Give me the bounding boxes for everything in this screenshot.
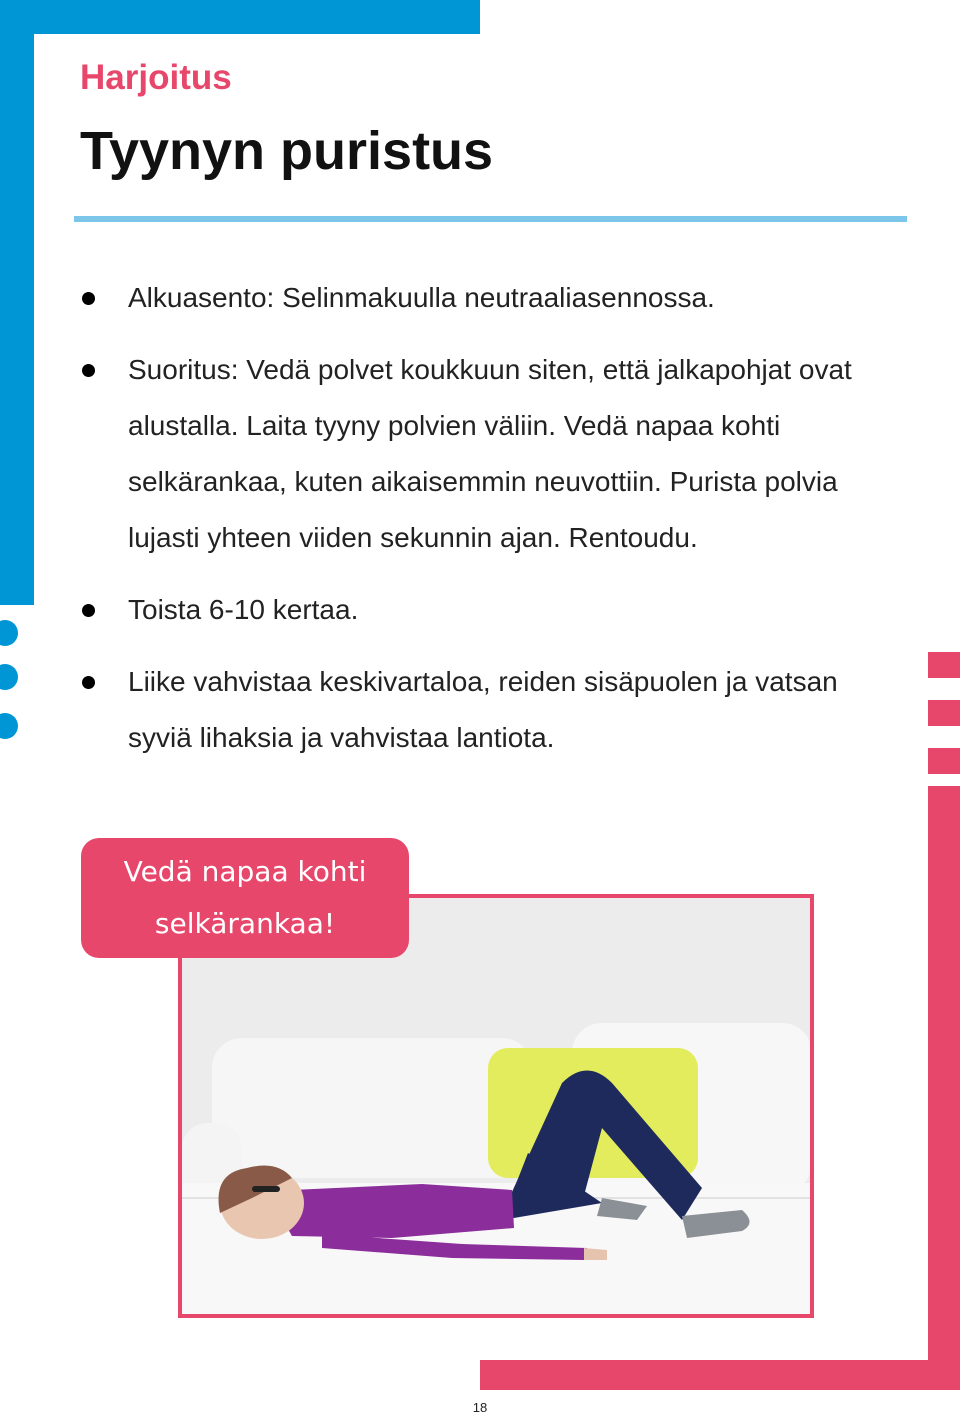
list-item: Toista 6-10 kertaa.	[80, 582, 900, 638]
blue-dot-decoration	[0, 620, 18, 646]
instruction-list	[80, 270, 900, 782]
bullet-icon	[82, 292, 95, 305]
blue-dot-decoration	[0, 664, 18, 690]
page-title: Tyynyn puristus	[80, 121, 494, 181]
bottom-pink-bar	[480, 1360, 960, 1390]
pink-square-decoration	[928, 748, 960, 774]
callout-box	[81, 838, 409, 958]
section-kicker: Harjoitus	[80, 58, 232, 97]
right-pink-bar	[928, 786, 960, 1390]
list-item: Alkuasento: Selinmakuulla neutraaliasennossa.	[80, 270, 900, 326]
blue-dot-decoration	[0, 713, 18, 739]
bullet-icon	[82, 364, 95, 377]
top-blue-bar	[0, 0, 480, 34]
list-item: Suoritus: Vedä polvet koukkuun siten, että jalkapohjat ovat alustalla. Laita tyyny polvien väliin. Vedä napaa kohti selkärankaa, kuten aikaisemmin neuvottiin. Purista polvia lujasti yhteen viiden sekunnin ajan. Rentoudu.	[80, 342, 900, 566]
left-blue-bar	[0, 0, 34, 605]
callout-line: Vedä napaa kohti	[123, 855, 367, 888]
list-item: Liike vahvistaa keskivartaloa, reiden sisäpuolen ja vatsan syviä lihaksia ja vahvistaa lantiota.	[80, 654, 900, 766]
pink-square-decoration	[928, 700, 960, 726]
exercise-illustration	[182, 898, 810, 1314]
page-number: 18	[472, 1400, 488, 1415]
bullet-icon	[82, 676, 95, 689]
pink-square-decoration	[928, 652, 960, 678]
callout-line: selkärankaa!	[154, 907, 336, 940]
title-divider	[74, 216, 907, 222]
bullet-icon	[82, 604, 95, 617]
